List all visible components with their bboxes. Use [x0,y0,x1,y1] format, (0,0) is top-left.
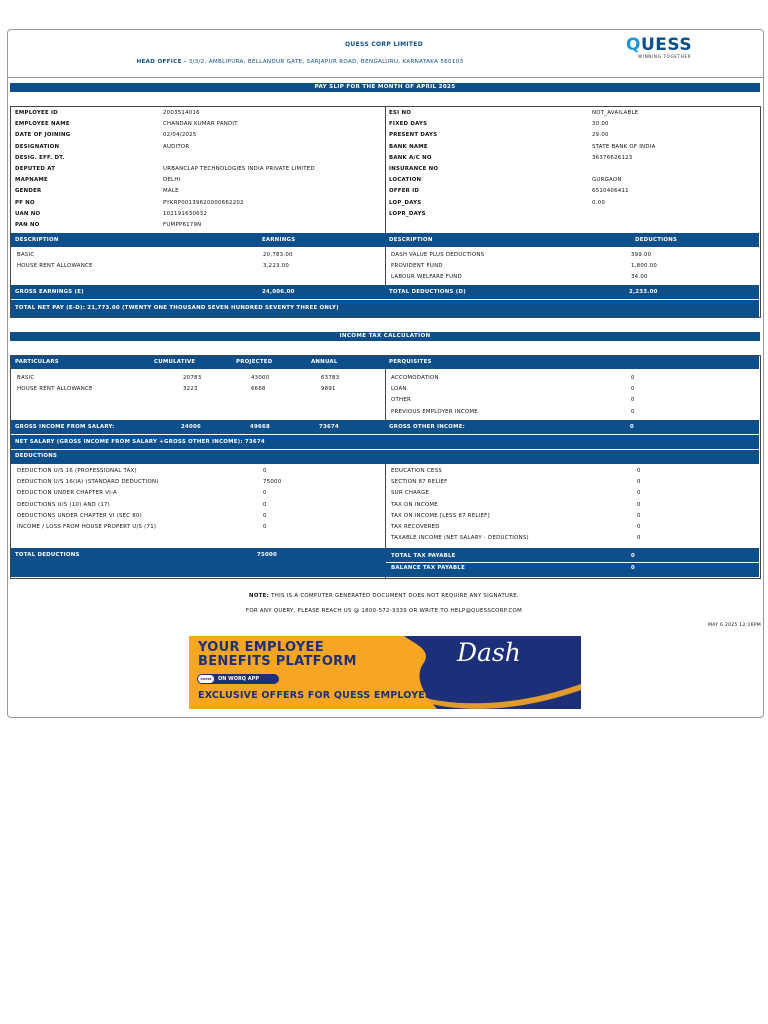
tax-row-label: TAX ON INCOME [391,501,438,508]
col-particulars: PARTICULARS [15,359,59,365]
deductions-col-deductions: DEDUCTIONS [635,237,678,243]
tax-divider [385,355,386,578]
tax-deduction-label: DEDUCTION U/S 16 (PROFESSIONAL TAX) [17,468,137,474]
tax-deduction-value: 0 [263,524,267,530]
deduction-value: 1,800.00 [631,263,658,270]
employee-field-label: DESIGNATION [15,143,60,150]
tax-deduction-value: 0 [263,501,267,508]
tax-row-label: TAX RECOVERED [391,524,440,530]
tax-row-value: 0 [637,490,641,497]
gross-income-cumulative: 24006 [181,424,202,430]
deductions-title: DEDUCTIONS [15,453,58,459]
employee-field-value: 102191630632 [163,210,208,217]
logo-wordmark: QUESS [626,35,693,55]
employee-field-label: DATE OF JOINING [15,132,71,139]
gross-other-income-label: GROSS OTHER INCOME: [389,424,466,430]
deduction-label: LABOUR WELFARE FUND [391,274,462,281]
col-projected: PROJECTED [236,359,273,365]
employee-field-value: URBANCLAP TECHNOLOGIES INDIA PRIVATE LIMITED [163,166,315,172]
tax-deduction-value: 0 [263,468,267,474]
earning-value: 3,223.00 [263,263,290,270]
employee-field-value: 0.00 [592,199,606,206]
gross-earnings-value: 24,006.00 [262,289,295,295]
balance-tax-payable-label: BALANCE TAX PAYABLE [391,565,466,571]
deduction-value: 399.00 [631,252,652,258]
col-perquisites: PERQUISITES [389,359,432,365]
total-deductions-value: 2,233.00 [629,289,658,295]
employee-field-value: MALE [163,188,179,195]
tax-deduction-label: DEDUCTIONS U/S (10) AND (17) [17,501,111,508]
tax-row-label: EDUCATION CESS [391,468,442,474]
total-net-pay: TOTAL NET PAY (E-D): 21,773.00 (TWENTY ONE THOUSAND SEVEN HUNDRED SEVENTY THREE ONLY) [15,305,339,311]
deduction-label: PROVIDENT FUND [391,263,443,270]
logo-tagline: WINNING TOGETHER [638,54,692,59]
totals-band-divider [11,299,759,300]
employee-field-label: OFFER ID [389,188,420,195]
employee-field-label: MAPNAME [15,177,48,184]
employee-field-value: GURGAON [592,177,622,184]
particular-annual: 63783 [321,375,340,381]
tax-row-label: TAX ON INCOME [LESS 87 RELIEF] [391,512,490,519]
employee-field-value: FUMPP6179N [163,222,202,228]
employee-field-label: LOPR_DAYS [389,210,426,217]
employee-field-label: FIXED DAYS [389,121,428,128]
company-name: QUESS CORP LIMITED [345,41,423,48]
perquisite-value: 0 [631,397,635,404]
earnings-col-description: DESCRIPTION [15,237,59,243]
gross-income-annual: 73674 [319,424,340,430]
deduction-value: 34.00 [631,274,648,281]
employee-field-label: LOCATION [389,177,422,184]
particular-label: HOUSE RENT ALLOWANCE [17,386,93,393]
tax-deduction-value: 75000 [263,479,282,486]
tax-total-deductions-label: TOTAL DEDUCTIONS [15,552,80,558]
employee-field-label: GENDER [15,188,42,195]
employee-field-label: PRESENT DAYS [389,132,438,139]
employee-field-value: 30.00 [592,121,609,128]
tax-deduction-label: INCOME / LOSS FROM HOUSE PROPERT U/S (71) [17,524,157,530]
banner-headline: YOUR EMPLOYEE BENEFITS PLATFORM [198,640,357,669]
gross-income-projected: 49668 [250,424,271,430]
particular-annual: 9891 [321,386,336,393]
employee-field-label: ESI NO [389,110,412,116]
employee-field-label: DESIG. EFF. DT. [15,154,65,161]
total-deductions-label: TOTAL DEDUCTIONS (D) [389,289,466,295]
net-salary-divider [11,449,759,450]
generated-timestamp: MAY 6 2025 12:16PM [708,623,762,628]
tax-deduction-value: 0 [263,512,267,519]
employee-field-label: PAN NO [15,222,40,228]
logo-q-icon: Q [626,35,641,55]
employee-field-value: 36376626123 [592,154,633,161]
pay-slip-title: PAY SLIP FOR THE MONTH OF APRIL 2025 [10,83,760,92]
earning-label: BASIC [17,252,35,258]
employee-field-value: 02/04/2025 [163,132,197,139]
perquisite-label: ACCOMODATION [391,375,439,381]
gross-income-band-divider [11,434,759,435]
particular-projected: 43000 [251,375,270,381]
employee-field-value: 2003514016 [163,110,200,116]
tax-row-value: 0 [637,512,641,519]
perquisite-value: 0 [631,386,635,393]
tax-row-label: SUR CHARGE [391,490,430,497]
head-office-address: HEAD OFFICE - 3/3/2, AMBLIPURA, BELLANDUR GATE, SARJAPUR ROAD, BENGALURU, KARNATAKA 560103 [136,59,464,65]
employee-field-value: CHANDAN KUMAR PANDIT [163,121,238,128]
employee-field-label: UAN NO [15,210,41,217]
income-tax-title: INCOME TAX CALCULATION [10,332,760,341]
tax-row-value: 0 [637,535,641,542]
particulars-header [11,356,759,369]
tax-total-deductions-value: 75000 [257,552,278,558]
dash-brand: Dash [457,638,521,667]
col-annual: ANNUAL [311,359,338,365]
employee-field-value: PYKRP00139620000662202 [163,199,244,206]
balance-tax-payable-value: 0 [631,565,636,571]
badge-quess-icon: QUESS [198,675,214,683]
employee-field-label: EMPLOYEE ID [15,110,59,116]
col-cumulative: CUMULATIVE [154,359,196,365]
perquisite-label: LOAN [391,386,407,393]
perquisite-label: OTHER [391,397,411,404]
employee-field-label: BANK NAME [389,143,428,150]
gross-earnings-label: GROSS EARNINGS (E) [15,289,84,295]
particular-projected: 6668 [251,386,266,393]
net-salary: NET SALARY (GROSS INCOME FROM SALARY +GROSS OTHER INCOME): 73674 [15,439,265,445]
tax-deduction-label: DEDUCTION U/S 16(IA) (STANDARD DEDUCTION) [17,479,159,486]
earning-label: HOUSE RENT ALLOWANCE [17,263,93,270]
header-divider [7,77,764,78]
employee-field-value: 6510406411 [592,188,629,195]
employee-field-value: DELHI [163,177,181,184]
gross-other-income-value: 0 [630,424,635,430]
tax-row-label: TAXABLE INCOME (NET SALARY - DEDUCTIONS) [391,535,529,542]
tax-totals-divider [386,562,759,563]
perquisite-value: 0 [631,375,635,381]
tax-row-value: 0 [637,524,641,530]
total-tax-payable-label: TOTAL TAX PAYABLE [391,553,456,559]
employee-field-label: INSURANCE NO [389,166,439,172]
dash-benefits-banner[interactable] [189,636,581,709]
deduction-label: DASH VALUE PLUS DEDUCTIONS [391,252,485,258]
employee-field-label: BANK A/C NO [389,154,432,161]
tax-deduction-label: DEDUCTION UNDER CHAPTER VI-A [17,490,117,497]
computer-generated-note: NOTE: THIS IS A COMPUTER GENERATED DOCUMENT DOES NOT REQUIRE ANY SIGNATURE. [249,593,519,599]
employee-field-value: 29.00 [592,132,609,139]
total-tax-payable-value: 0 [631,553,636,559]
banner-offer: EXCLUSIVE OFFERS FOR QUESS EMPLOYEES [198,690,439,701]
gross-income-label: GROSS INCOME FROM SALARY: [15,424,115,430]
tax-row-value: 0 [637,468,641,474]
earnings-col-earnings: EARNINGS [262,237,296,243]
tax-row-label: SECTION 87 RELIEF [391,479,448,486]
particular-label: BASIC [17,375,35,381]
perquisite-value: 0 [631,408,635,415]
perquisite-label: PREVIOUS EMPLOYER INCOME [391,408,478,415]
particular-cumulative: 20783 [183,375,202,381]
employee-field-value: AUDITOR [163,143,190,150]
query-contact: FOR ANY QUERY, PLEASE REACH US @ 1800-572-3339 OR WRITE TO HELP@QUESSCORP.COM [245,608,523,614]
employee-field-label: PF NO [15,199,35,206]
employee-field-label: EMPLOYEE NAME [15,121,70,128]
tax-row-value: 0 [637,501,641,508]
tax-deduction-label: DEDUCTIONS UNDER CHAPTER VI (SEC 80) [17,512,142,519]
employee-field-label: DEPUTED AT [15,166,56,172]
particular-cumulative: 3223 [183,386,198,393]
employee-field-value: STATE BANK OF INDIA [592,143,656,150]
deductions-col-description: DESCRIPTION [389,237,433,243]
employee-field-label: LOP_DAYS [389,199,422,206]
quess-logo [626,37,716,59]
tax-deduction-value: 0 [263,490,267,497]
earning-value: 20,783.00 [263,252,293,258]
employee-field-value: NOT_AVAILABLE [592,110,639,116]
worq-app-badge: QUESS ON WORQ APP [197,674,279,684]
tax-row-value: 0 [637,479,641,486]
